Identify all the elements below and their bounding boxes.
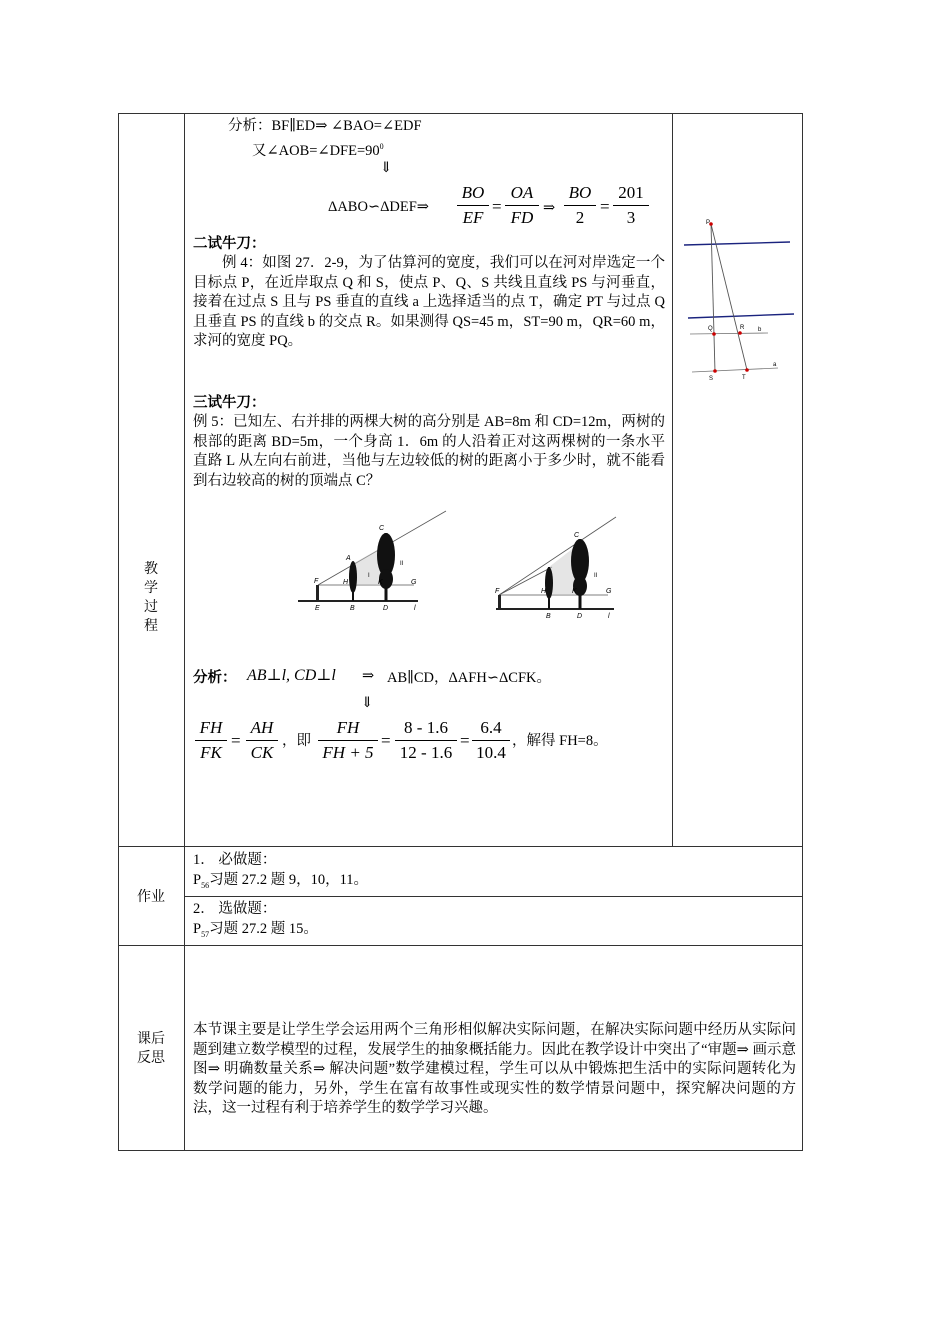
label-a: A — [346, 555, 351, 562]
frac-num: FH — [199, 718, 223, 737]
label-g: G — [411, 579, 417, 586]
page-number: 57 — [201, 929, 210, 939]
label-column-divider — [184, 113, 185, 1151]
tree-figure-1 — [296, 505, 448, 611]
section2-heading: 二试牛刀： — [193, 236, 266, 252]
frac-bar — [505, 205, 539, 206]
equals-sign: = — [600, 197, 610, 216]
analysis1-line2 — [252, 137, 384, 161]
analysis2-fraction-result — [472, 717, 510, 764]
frac-den: EF — [462, 208, 484, 227]
label-homework: 作业 — [137, 890, 165, 905]
tree-ab-crown — [349, 561, 357, 593]
frac-bar — [457, 205, 489, 206]
analysis1-fraction-bo-ef — [457, 182, 489, 229]
equals-sign: = — [381, 731, 391, 750]
table-border-bottom — [118, 1150, 803, 1151]
frac-den: FH + 5 — [322, 743, 374, 762]
page-prefix: P — [193, 921, 202, 937]
frac-bar — [318, 740, 378, 741]
frac-num: 201 — [618, 183, 644, 202]
exercise-text: 习题 27.2 题 15。 — [209, 921, 318, 937]
label-t: T — [742, 375, 746, 381]
point-r — [738, 331, 742, 335]
equals-sign: = — [231, 731, 241, 750]
label-s: S — [709, 376, 714, 382]
label-p: P — [706, 220, 711, 226]
river-bank-near — [688, 314, 794, 318]
table-border-right — [802, 113, 803, 1151]
equals-sign: = — [492, 197, 502, 216]
frac-bar — [246, 740, 278, 741]
label-d: D — [383, 605, 389, 611]
label-b: B — [546, 613, 551, 620]
frac-num: BO — [568, 183, 592, 202]
analysis2-fraction-values — [395, 717, 457, 764]
frac-num: BO — [461, 183, 485, 202]
frac-bar — [613, 205, 649, 206]
frac-den: CK — [250, 743, 274, 762]
frac-num: 6.4 — [480, 718, 502, 737]
section2-paragraph: 例 4：如图 27．2-9，为了估算河的宽度，我们可以在河对岸选定一个目标点 P，在近岸取点 Q 和 S，使点 P、Q、S 共线且直线 PS 与河垂直，接着在过点 S 且与 PS 垂直的直线 a 上选择适当的点 T，确定 PT 与过点 Q 且垂直 PS 的直线 b 的交点 R。如果测得 QS=45 m，ST=90 m，QR=60 m，求河的宽度 PQ。 — [193, 255, 665, 349]
analysis2-fraction-ah-ck — [246, 717, 278, 764]
homework-item2-title: 2． 选做题： — [193, 901, 277, 917]
line-pt — [711, 224, 747, 370]
frac-den: 12 - 1.6 — [399, 743, 453, 762]
label-k: K — [378, 579, 383, 586]
frac-bar — [195, 740, 227, 741]
label-d: D — [577, 613, 583, 620]
label-k: K — [572, 588, 577, 595]
analysis2-label: 分析： — [193, 670, 237, 686]
label-l: l — [414, 605, 416, 611]
region-label-1: I — [368, 573, 370, 579]
label-b: b — [758, 327, 762, 333]
label-process: 教 学 过 程 — [144, 562, 158, 634]
frac-den: FK — [200, 743, 222, 762]
reflection-paragraph: 本节课主要是让学生学会运用两个三角形相似解决实际问题，在解决实际问题中经历从实际问题到建立数学模型的过程，发展学生的抽象概括能力。因此在教学设计中突出了“审题⇒ 画示意图⇒ 明确数量关系⇒ 解决问题”数学建模过程，学生可以从中锻炼把生活中的实际问题转化为数学问题的能力，另外，学生在富有故事性或现实性的数学情景问题中，探究解决问题的方法，这一过程有利于培养学生的数学学习兴趣。 — [193, 1022, 796, 1116]
river-bank-far — [684, 242, 790, 245]
point-q — [712, 332, 716, 336]
frac-num: 8 - 1.6 — [404, 718, 448, 737]
person — [316, 585, 319, 601]
frac-bar — [564, 205, 596, 206]
figure-column-divider — [672, 113, 673, 847]
frac-num: FH — [336, 718, 360, 737]
label-c: C — [379, 525, 385, 532]
label-l: l — [608, 613, 610, 620]
row-divider-homework-items — [184, 896, 803, 897]
label-r: R — [740, 325, 745, 331]
point-s — [713, 369, 717, 373]
analysis1-similar: ΔABO∽ΔDEF⇒ — [328, 199, 429, 215]
analysis1-line2-text: 又∠AOB=∠DFE=90 — [252, 142, 380, 159]
frac-num: OA — [510, 183, 534, 202]
analysis2-condition: AB⊥l, CD⊥l — [247, 667, 336, 684]
section3-heading: 三试牛刀： — [193, 395, 266, 411]
river-figure — [676, 212, 798, 392]
label-g: G — [606, 588, 612, 595]
label-reflection: 课后 反思 — [137, 1032, 165, 1066]
region-label-2: II — [400, 561, 404, 567]
section3-paragraph: 例 5：已知左、右并排的两棵大树的高分别是 AB=8m 和 CD=12m，两树的根部的距离 BD=5m，一个身高 1．6m 的人沿着正对这两棵树的一条水平直路 L 从左向右前进，当他与左边较低的树的距离小于多少时，就不能看到右边较高的树的顶端点 C？ — [193, 414, 665, 489]
page-number: 56 — [201, 880, 210, 890]
analysis2-fraction-fh-fh5 — [318, 717, 378, 764]
frac-den: 10.4 — [476, 743, 506, 762]
analysis2-solve: ，解得 FH=8。 — [512, 733, 608, 749]
analysis2-implies: ⇒ — [362, 668, 375, 684]
label-h: H — [541, 588, 547, 595]
analysis1-degree: 0 — [379, 142, 384, 151]
analysis1-fraction-oa-fd — [505, 182, 539, 229]
frac-den: 2 — [575, 208, 585, 227]
analysis2-fraction-fh-fk — [195, 717, 227, 764]
table-border-top — [118, 113, 803, 114]
label-c: C — [574, 532, 580, 539]
analysis2-result: AB∥CD，ΔAFH∽ΔCFK。 — [387, 670, 551, 686]
equals-sign: = — [460, 731, 470, 750]
frac-den: FD — [510, 208, 534, 227]
tree-ab-crown — [545, 567, 553, 599]
page-prefix: P — [193, 872, 202, 888]
homework-item1-title: 1． 必做题： — [193, 852, 277, 868]
label-f: F — [314, 578, 319, 585]
tree-figure-2 — [494, 515, 618, 621]
frac-num: AH — [250, 718, 274, 737]
label-q: Q — [708, 326, 713, 332]
row-divider-homework — [118, 945, 803, 946]
analysis1-line1: 分析：BF∥ED⇒ ∠BAO=∠EDF — [228, 118, 422, 134]
label-b: B — [350, 605, 355, 611]
analysis1-arrow: ⇓ — [380, 160, 393, 176]
analysis2-ji: ，即 — [282, 733, 311, 749]
frac-bar — [395, 740, 457, 741]
label-e: E — [315, 605, 320, 611]
point-t — [745, 368, 749, 372]
region-label-2: II — [594, 573, 598, 579]
frac-den: 3 — [626, 208, 636, 227]
frac-bar — [472, 740, 510, 741]
label-h: H — [343, 579, 349, 586]
exercise-text: 习题 27.2 题 9，10，11。 — [209, 872, 369, 888]
homework-item2-detail — [193, 920, 318, 944]
person — [498, 595, 501, 609]
line-ps — [711, 224, 715, 372]
label-a: a — [773, 362, 777, 368]
analysis1-fraction-201-3 — [613, 182, 649, 229]
label-f: F — [495, 588, 500, 595]
row-divider-process — [118, 846, 803, 847]
implies-sign: ⇒ — [543, 200, 556, 216]
analysis1-fraction-bo-2 — [564, 182, 596, 229]
homework-item1-detail — [193, 871, 368, 895]
line-b — [690, 333, 768, 334]
line-a — [692, 368, 778, 372]
analysis2-arrow: ⇓ — [361, 695, 374, 711]
